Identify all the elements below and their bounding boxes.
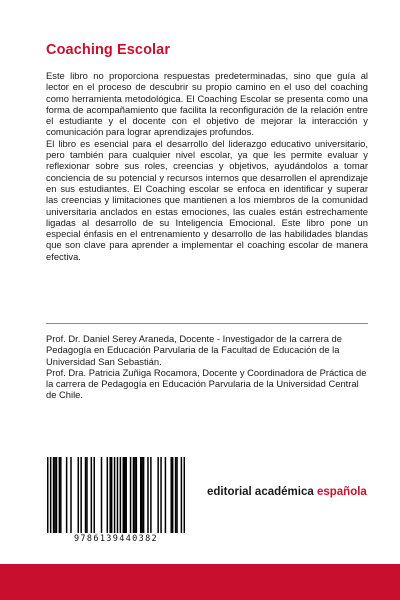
barcode-bar [114,457,116,533]
blurb-paragraph-1: Este libro no proporciona respuestas predeterminadas, sino que guía al lector en el proceso de descubrir su propio camino en el uso del coaching como herramienta metodológica. El Coaching Escolar se presenta como una forma de acompañamiento que facilita la reconfiguración de la relación entre el estudiante y el docente con el objetivo de mejorar la interacción y comunicación para lograr aprendizajes profundos. [46,70,368,138]
barcode-bar [70,457,72,533]
footer-color-band [0,564,400,600]
book-title: Coaching Escolar [46,42,171,58]
barcode-bar [78,457,80,533]
barcode-bar [101,457,103,533]
blurb-paragraph-2: El libro es esencial para el desarrollo del liderazgo educativo universitario, pero también para cualquier nivel escolar, ya que les permite evaluar y reflexionar sobre sus roles, creencias y objetivos, ayudándolos a tomar conciencia de su potencial y recursos internos que desarrollen el aprendizaje en sus estudiantes. El Coaching escolar se enfoca en identificar y superar las creencias y limitaciones que mantienen a los miembros de la comunidad universitaria anclados en estas emociones, las cuales están estrechamente ligadas al desarrollo de su Inteligencia Emocional. Este libro pone un especial énfasis en el entrenamiento y desarrollo de las habilidades blandas que son clave para aprender a implementar el coaching escolar de manera efectiva. [46,137,368,262]
barcode-bar [181,457,183,533]
barcode-bar [170,457,172,533]
barcode-bar [54,457,56,533]
barcode-bar [172,457,174,533]
barcode-bar [85,457,87,533]
barcode-bar [91,457,93,533]
barcode-bar [140,457,142,533]
back-cover-blurb [46,70,368,262]
barcode-bar [136,457,138,533]
barcode-bar [130,457,132,533]
barcode-bar [143,457,145,533]
barcode-bar [175,457,177,533]
barcode-bar [109,457,111,533]
barcode-bar [111,457,113,533]
barcode-bar [56,457,58,533]
barcode-bar [60,457,62,533]
barcode-bar [134,457,136,533]
barcode-bar [107,457,109,533]
barcode-bar [147,457,149,533]
barcode-bar [53,457,55,533]
barcode-bar [133,457,135,533]
isbn-barcode [47,457,185,551]
barcode-bar [141,457,143,533]
barcode-bar [125,457,127,533]
barcode-bar [124,457,126,533]
barcode-bar [86,457,88,533]
publisher-name-accent: española [316,486,367,498]
barcode-bar [50,457,52,533]
barcode-bar [120,457,122,533]
barcode-bar [160,457,162,533]
author-bios [46,333,368,401]
publisher-name: editorial académica [207,486,317,498]
author-bio-1: Prof. Dr. Daniel Serey Araneda, Docente - Investigador de la carrera de Pedagogía en Educación Parvularia de la Facultad de Educación de la Universidad San Sebastián. [46,333,342,367]
barcode-bar [150,457,152,533]
barcode-bar [59,457,61,533]
isbn-number: 9786139440382 [73,534,159,544]
barcode-bar [123,457,125,533]
barcode-bar [157,457,159,533]
section-divider [46,323,368,324]
barcode-bars [47,457,185,533]
barcode-bar [47,457,49,533]
barcode-bar [117,457,119,533]
barcode-bar [165,457,167,533]
barcode-bar [184,457,185,533]
barcode-bar [80,457,82,533]
barcode-bar [93,457,95,533]
barcode-bar [176,457,178,533]
author-bio-2: Prof. Dra. Patricia Zuñiga Rocamora, Docente y Coordinadora de Práctica de la carrera de Pedagogía en Educación Parvularia de la Universidad Central de Chile. [46,366,367,401]
barcode-bar [66,457,68,533]
publisher-logo [207,486,367,498]
